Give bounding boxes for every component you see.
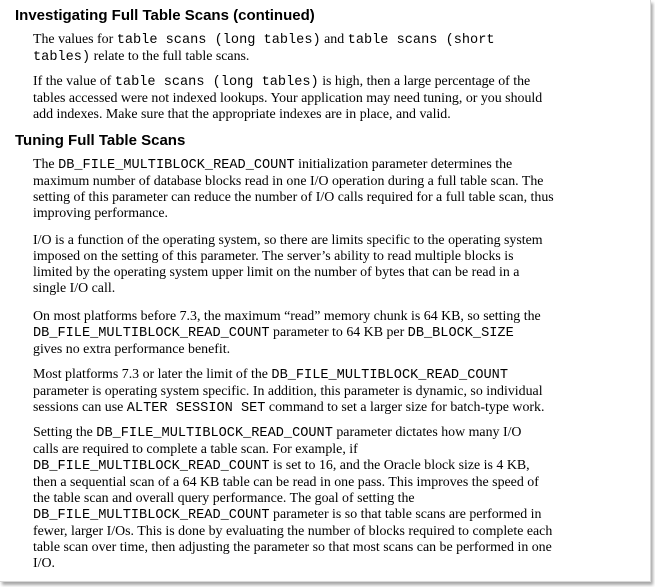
text-run: sessions can use	[33, 400, 127, 415]
code-term: DB_FILE_MULTIBLOCK_READ_COUNT	[271, 368, 508, 383]
text-line	[33, 325, 645, 342]
code-term: table scans (long tables)	[114, 75, 319, 90]
paragraph-setting-parameter	[33, 425, 645, 572]
text-run: fewer, larger I/Os. This is done by evaluating the number of blocks required to complete each	[33, 524, 553, 539]
text-run: Setting the	[33, 425, 97, 440]
text-run: setting of this parameter can reduce the number of I/O calls required for a full table scan, thus	[33, 190, 554, 205]
text-line	[33, 157, 645, 174]
paragraph-multiblock-parameter	[33, 157, 645, 222]
code-term: tables)	[33, 50, 91, 65]
text-run: tables accessed were not indexed lookups. Your application may need tuning, or you should	[33, 91, 543, 106]
text-run: and	[320, 32, 348, 47]
code-term: ALTER SESSION SET	[126, 401, 266, 416]
code-term: DB_FILE_MULTIBLOCK_READ_COUNT	[96, 426, 333, 441]
code-term: table scans (short	[347, 33, 495, 48]
text-run: imposed on the setting of this parameter. The server’s ability to read multiple blocks is	[33, 249, 514, 264]
text-run: improving performance.	[33, 206, 168, 221]
text-line	[33, 540, 645, 556]
text-run: parameter dictates how many I/O	[332, 425, 522, 440]
text-line	[33, 190, 645, 206]
text-line	[33, 556, 645, 572]
section-heading-investigating: Investigating Full Table Scans (continued)	[15, 7, 315, 24]
text-run: table scan over time, then adjusting the parameter so that most scans can be performed in one	[33, 540, 552, 555]
code-term: table scans (long tables)	[116, 33, 321, 48]
text-run: is high, then a large percentage of the	[318, 74, 531, 89]
text-run: If the value of	[33, 74, 115, 89]
paragraph-table-scans-high	[33, 74, 645, 123]
text-line	[33, 32, 645, 49]
text-line	[33, 174, 645, 190]
text-line	[33, 425, 645, 442]
text-line	[33, 458, 645, 475]
code-term: DB_FILE_MULTIBLOCK_READ_COUNT	[33, 459, 270, 474]
text-run: is set to 16, and the Oracle block size is 4 KB,	[269, 458, 530, 473]
text-run: the table scan and overall query performance. The goal of setting the	[33, 491, 415, 506]
text-run: parameter is operating system specific. In addition, this parameter is dynamic, so individual	[33, 384, 543, 399]
text-run: relate to the full table scans.	[90, 49, 250, 64]
text-line	[33, 367, 645, 384]
text-run: On most platforms before 7.3, the maximum “read” memory chunk is 64 KB, so setting the	[33, 309, 541, 324]
text-line	[33, 74, 645, 91]
text-run: initialization parameter determines the	[294, 157, 513, 172]
text-run: command to set a larger size for batch-type work.	[265, 400, 545, 415]
text-run: parameter to 64 KB per	[269, 325, 408, 340]
text-line	[33, 507, 645, 524]
text-line	[33, 400, 645, 417]
text-run: The values for	[33, 32, 117, 47]
code-term: DB_FILE_MULTIBLOCK_READ_COUNT	[33, 508, 270, 523]
text-line	[33, 107, 645, 123]
text-line	[33, 233, 645, 249]
text-run: single I/O call.	[33, 281, 116, 296]
text-line	[33, 49, 645, 66]
text-line	[33, 265, 645, 281]
text-run: limited by the operating system upper limit on the number of bytes that can be read in a	[33, 265, 520, 280]
text-run: parameter is so that table scans are performed in	[269, 507, 542, 522]
section-heading-tuning: Tuning Full Table Scans	[15, 132, 186, 149]
text-run: The	[33, 157, 59, 172]
text-run: maximum number of database blocks read in one I/O operation during a full table scan. The	[33, 174, 544, 189]
code-term: DB_FILE_MULTIBLOCK_READ_COUNT	[58, 158, 295, 173]
text-line	[33, 524, 645, 540]
text-run: I/O is a function of the operating system, so there are limits specific to the operating system	[33, 233, 543, 248]
text-line	[33, 491, 645, 507]
text-run: gives no extra performance benefit.	[33, 342, 231, 357]
text-run: then a sequential scan of a 64 KB table can be read in one pass. This improves the speed of	[33, 475, 539, 490]
text-line	[33, 91, 645, 107]
paragraph-table-scans-values	[33, 32, 645, 66]
text-line	[33, 384, 645, 400]
paragraph-platforms-before-73	[33, 309, 645, 358]
text-run: I/O.	[33, 556, 55, 571]
text-line	[33, 442, 645, 458]
paragraph-io-function	[33, 233, 645, 297]
text-line	[33, 281, 645, 297]
text-line	[33, 342, 645, 358]
text-run: add indexes. Make sure that the appropriate indexes are in place, and valid.	[33, 107, 451, 122]
text-line	[33, 309, 645, 325]
paragraph-platforms-73-later	[33, 367, 645, 417]
text-run: calls are required to complete a table scan. For example, if	[33, 442, 358, 457]
text-line	[33, 475, 645, 491]
code-term: DB_BLOCK_SIZE	[407, 326, 514, 341]
text-run: Most platforms 7.3 or later the limit of the	[33, 367, 272, 382]
text-line	[33, 249, 645, 265]
code-term: DB_FILE_MULTIBLOCK_READ_COUNT	[33, 326, 270, 341]
text-line	[33, 206, 645, 222]
